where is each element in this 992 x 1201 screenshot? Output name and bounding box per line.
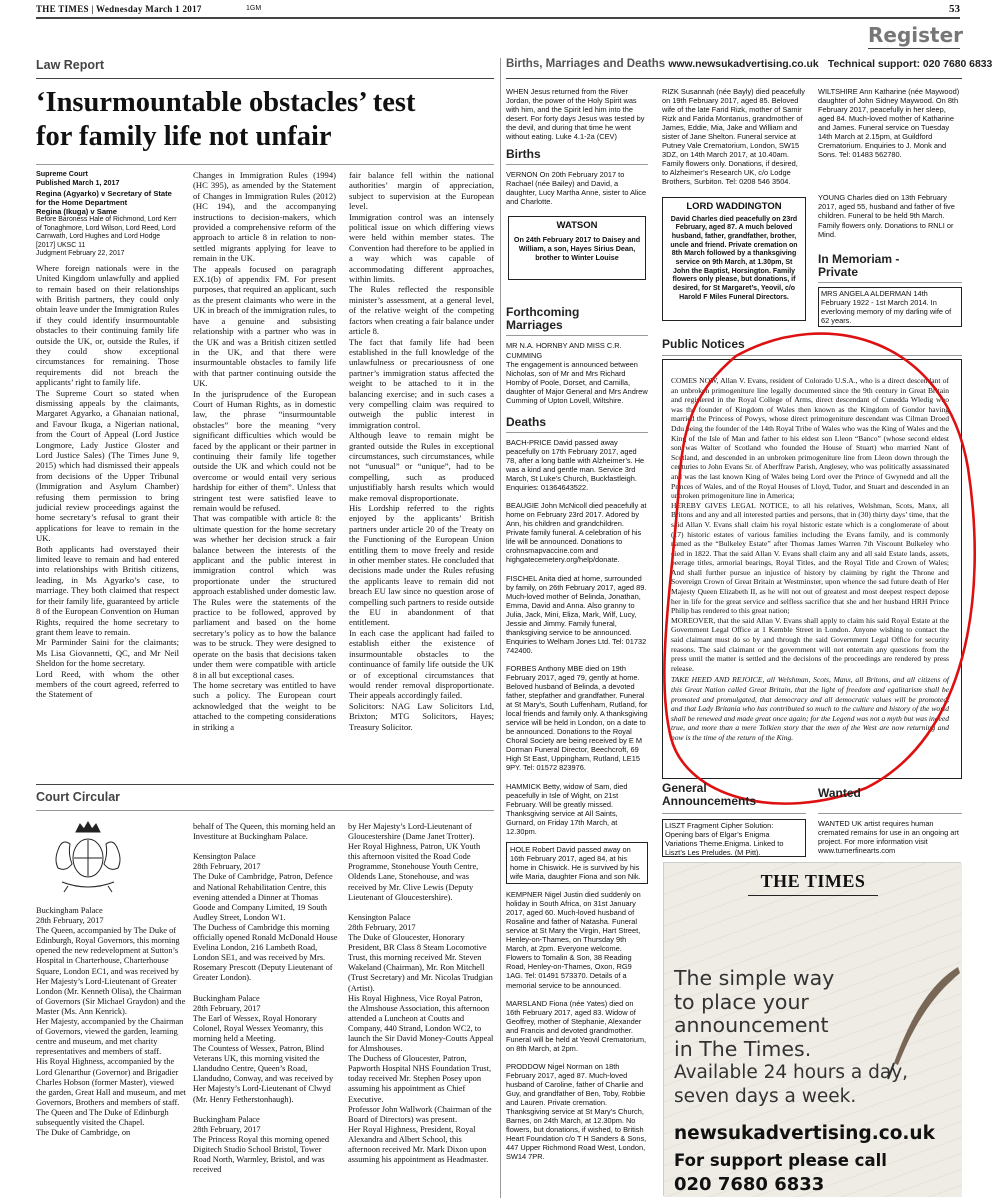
when-verse: WHEN Jesus returned from the River Jordan, the power of the Holy Spirit was with him, and the Spirit led him into the desert. For forty days Jesus was tested by the devil, and during that time he went without eating. Luke 4.1-2a (CEV) [506, 87, 645, 142]
headline-line1: ‘Insurmountable obstacles’ test [36, 87, 416, 118]
bmd-support: Technical support: 020 7680 6833 [827, 59, 992, 70]
liszt-notice: LISZT Fragment Cipher Solution: Opening bars of Elgar’s Enigma Variations Theme.Enigma. Linked to Liszt’s Les Preludes. (M Pitt). [662, 819, 806, 857]
page-number: 53 [949, 3, 960, 15]
watson-box [508, 216, 646, 280]
waddington-box [662, 197, 806, 321]
bmd-label: Births, Marriages and Deaths [506, 58, 666, 70]
red-circle-annotation [616, 318, 980, 813]
case-parties: Regina (Agyarko) v Secretary of State for the Home Department Regina (Ikuga) v Same [36, 188, 172, 216]
watson-text: On 24th February 2017 to Daisey and William, a son, Hayes Sirius Dean, brother to Winter Louise [513, 235, 641, 263]
court-meta: Supreme Court Published March 1, 2017 [36, 169, 120, 187]
ad-line-2: to place your [674, 989, 809, 1014]
public-notices-heading: Public Notices [662, 337, 745, 351]
forthcoming-heading: Forthcoming Marriages [506, 305, 580, 333]
ad-line-3: announcement [674, 1013, 829, 1038]
ad-slogan [674, 967, 954, 1109]
young-notice: YOUNG Charles died on 13th February 2017, aged 55, husband and father of five children. Funeral to be held 9th March. Family flowers only. Donations to RNLI or Mind. [818, 193, 955, 239]
page-folio: THE TIMES | Wednesday March 1 2017 [36, 4, 202, 14]
notice-italic: TAKE HEED AND REJOICE, all Welshman, Scots, Manx, all Britons, and all citizens of this Great Nation called Great Britain, that the light of freedom and egalitarism shall be promoted and promulgated, that democracy and all democratic values will be promoted, and that Lady Britania who has contributed so much to the culture and history of the world shall be renewed and made great once again; for the Legend was not a myth but was indeed true, and more than a mere Tolkien story that the men of the West are now returning and now is the time of the return of the King. [671, 675, 950, 742]
royal-crest [38, 820, 138, 898]
hornby-notice: MR N.A. HORNBY AND MISS C.R. CUMMING The engagement is announced between Nicholas, son of Mr and Mrs Richard Hornby of Poole, Dorset, and Camilla, daughter of Major General and Mrs Andrew Cumming of Upton Lovell, Wiltshire. [506, 341, 648, 405]
deaths-heading: Deaths [506, 414, 547, 429]
waddington-text: David Charles died peacefully on 23rd February, aged 87. A much beloved husband, father, grandfather, brother, uncle and friend. Private cremation on 8th March followed by a thanksgiving service on 9th March, at 1.30pm, St John the Baptist, Horsington. Family flowers only please, but donations, if desired, for St Margaret’s, Yeovil, c/o Harold F Miles Funeral Directors. [670, 215, 798, 301]
bmd-site-link[interactable]: www.newsukadvertising.co.uk [668, 59, 819, 70]
ad-brand: THE TIMES [760, 871, 866, 891]
law-col-1 [36, 170, 179, 785]
deaths-list: BACH-PRICE David passed away peacefully on 17th February 2017, aged 78, after a long battle with Alzheimer’s. He was a kind and gentle man. Service 3rd March, St Luke’s Church, Buckfastleigh. Enquiries: 01364643522. BEAUGIE John McNicoll died peacefully at home on February 23rd 2017. Adored by Ann, his children and grandchildren. Private family funeral. A celebration of his life will be announced. Donations to crohnsmapvaccine.com and highgatecemetery.org/help/donate. FISCHEL Anita died at home, surrounded by family, on 26th February 2017, aged 89. Much-loved mother of Belinda, Jonathan, Emma, David and Anna. Also granny to Julia, Jack, Mini, Eliza, Mark, Wilf, Lucy, Jessie and Jimmy. Family funeral, thanksgiving service to be announced. Enquiries to Welham Jones Ltd. Tel: 01732 742400. FORBES Anthony MBE died on 19th February 2017, aged 79, gently at home. Beloved husband of Belinda, a devoted father, stepfather and grandfather. Funeral at St Mary’s, South Luffenham, Rutland, for local friends and family only. A thanksgiving service will be held in London, on a date to be announced. Donations to the Royal Choral Society are being received by E M Dorman Funeral Director, Beechcroft, 69 High St East, Uppingham, Rutland, LE15 9PY. Tel: 01572 823976. HAMMICK Betty, widow of Sam, died peacefully in Isle of Wight, on 21st February. Will be greatly missed. Thanksgiving service at All Saints, Gurnard, on Friday 17th March, at 12.30pm. [506, 437, 648, 836]
ad-url-link[interactable]: newsukadvertising.co.uk [674, 1123, 935, 1144]
ad-line-6: seven days a week. [674, 1085, 857, 1107]
law-report-label: Law Report [36, 58, 105, 72]
case-judges: Before Baroness Hale of Richmond, Lord Kerr of Tonaghmore, Lord Wilson, Lord Reed, Lord Carnwath, Lord Hughes and Lord Hodge [2017] UKSC 11 Judgment February 22, 2017 [36, 216, 177, 258]
rizk-notice: RIZK Susannah (née Bayly) died peacefully on 19th February 2017, aged 85. Beloved wife of the late Farid Rizk, mother of Samir Rizk and Farida Montanus, grandmother of James, Eddie, Mia, Jake and William and sister of Jane Shelton. Funeral service at Putney Vale Crematorium, London, SW15 3DZ, on 14th March 2017, at 10.40am. Family flowers only. Donations, if desired, to Alzheimer’s Research UK, c/o Lodge Brothers, Surbiton. Tel: 0208 546 3504. [662, 87, 805, 187]
general-heading: General Announcements [662, 781, 757, 808]
alderman-notice: MRS ANGELA ALDERMAN 14th February 1922 - 1st March 2014. In everloving memory of my darling wife of 62 years. [818, 287, 962, 327]
law-text-1: Where foreign nationals were in the United Kingdom unlawfully and applied to remain based on their relationships with British partners, they could only obtain leave under the Immigration Rules if they could identify insurmountable obstacles to their continuing family life outside the UK, or, outside the Rules, if they could show exceptional circumstances for remaining. Those requirements did not breach the applicants’ right to family life. The Supreme Court so stated when dismissing appeals by the claimants, Margaret Agyarko, a Ghanaian national, and Favour Ikuga, a Nigerian national, from the Court of Appeal (Lord Justice Longmore, Lady Justice Gloster and Lord Justice Sales) (The Times June 9, 2015) which had dismissed their appeals from decisions of the Upper Tribunal (Immigration and Asylum Chamber) refusing them permission to bring judicial review proceedings against the home secretary’s refusal to grant their applications for leave to remain in the UK. Both applicants had overstayed their limited leave to remain and had entered into relationships with British citizens, leading, in Ms Agyarko’s case, to marriage. They both claimed that respect for their family life, guaranteed by article 8 of the European Convention on Human Rights, required the home secretary to grant them leave to remain. Mr Parminder Saini for the claimants; Ms Lisa Giovannetti, QC, and Mr Neil Sheldon for the home secretary. Lord Reed, with whom the other members of the court agreed, referred to the Statement of [36, 262, 179, 700]
wiltshire-notice: WILTSHIRE Ann Katharine (née Maywood) daughter of John Sidney Maywood. On 8th February 2017, peacefully in her sleep, aged 84. Much-loved mother of Katharine and James. Funeral service on Tuesday 14th March at 2.15pm, at Guildford Crematorium. Enquiries to J. Monk and Sons. Tel: 01483 562780. [818, 87, 960, 160]
court-col-1: Buckingham Palace 28th February, 2017 The Queen, accompanied by The Duke of Edinburgh, Royal Governors, this morning opened the new redevelopment at Sutton’s Hospital in Charterhouse, Charterhouse Square, London EC1, and was received by Her Majesty’s Lord-Lieutenant of Greater London (Mr. Kenneth Olisa), the Chairman of Governors (Sir Michael Graydon) and the Master (Ms. Ann Kenrick). Her Majesty, accompanied by the Chairman of Governors, viewed the garden, learning centre and museum, and met charity representatives and members of staff. His Royal Highness, accompanied by the Lord Glenarthur (Governor) and Brigadier Charles Hobson (former Master), viewed the garden, Great Hall and museum, and met Governors, Brothers and members of staff. The Queen and The Duke of Edinburgh subsequently visited the Chapel. The Duke of Cambridge, on [36, 906, 187, 1138]
section-title: Register [868, 23, 964, 47]
headline [36, 86, 496, 156]
court-circular-label: Court Circular [36, 790, 121, 804]
ad-line-1: The simple way [674, 966, 835, 990]
wanted-heading: Wanted [818, 786, 861, 800]
ad-phone: 020 7680 6833 [674, 1174, 825, 1195]
ad-line-5: Available 24 hours a day, [674, 1062, 909, 1084]
watson-name: WATSON [556, 220, 598, 232]
births-heading: Births [506, 147, 541, 162]
waddington-name: LORD WADDINGTON [686, 200, 782, 212]
law-col-2: Changes in Immigration Rules (1994) (HC 395), as amended by the Statement of Changes in Immigration Rules (2012) (HC 194), and the accompanying instructions to decision-makers, which provided a comprehensive reform of the approach to article 8 in relation to non-settled migrants applying for leave to remain in the UK. The appeals focused on paragraph EX.1(b) of appendix FM. For present purposes, that required an applicant, such as the present claimants who were in the UK in breach of the immigration rules, to have a genuine and subsisting relationship with a partner who was in the UK and was a British citizen settled in the UK, and that there were insurmountable obstacles to family life with that partner continuing outside the UK. In the jurisprudence of the European Court of Human Rights, as in domestic law, the phrase “insurmountable obstacles” bore the meaning “very significant difficulties which would be faced by the applicant or their partner in continuing their family life together outside the UK and which could not be overcome or would entail very serious hardship for either of them”. Unless that stringent test were satisfied leave to remain would be refused. That was compatible with article 8: the ultimate question for the home secretary was whether her decision struck a fair balance between the interests of the applicant and the public interest in immigration control which was proportionate under the structured approach established under domestic law. The Rules were the statements of the practice to be followed, approved by parliament and based on the home secretary’s policy as to how the balance was to be struck. They were designed to operate on the basis that decisions taken under them were compatible with article 8 in all but exceptional cases. The home secretary was entitled to have such a policy. The European court acknowledged that the weight to be attached to the competing considerations in striking a [193, 170, 336, 732]
ad-line-4: in The Times. [674, 1036, 812, 1061]
times-advert [663, 862, 961, 1196]
wanted-notice: WANTED UK artist requires human cremated remains for use in an ongoing art project. For more information visit www.turnerfinearts.com [818, 819, 959, 856]
court-col-2: behalf of The Queen, this morning held an Investiture at Buckingham Palace. Kensington Palace 28th February, 2017 The Duke of Cambridge, Patron, Defence and National Rehabilitation Centre, this evening attended a Dinner at Thomas Goode and Company Limited, 19 South Audley Street, London W1. The Duchess of Cambridge this morning officially opened Ronald McDonald House Evelina London, 216 Lambeth Road, London SE1, and was received by Mrs. Rosemary Prescott (Deputy Lieutenant of Greater London). Buckingham Palace 28th February, 2017 The Earl of Wessex, Royal Honorary Colonel, Royal Wessex Yeomanry, this morning held a Meeting. The Countess of Wessex, Patron, Blind Veterans UK, this morning visited the Llandudno Centre, Queen’s Road, Llandudno, Conway, and was received by Her Majesty’s Lord-Lieutenant of Clwyd (Mr. Henry Fetherstonhaugh). Buckingham Palace 28th February, 2017 The Princess Royal this morning opened Digitech Studio School Bristol, Tower Road North, Warmley, Bristol, and was received [193, 822, 338, 1175]
vernon-notice: VERNON On 20th February 2017 to Rachael (née Bailey) and David, a daughter, Lucy Martha Anne, sister to Alice and Charlotte. [506, 170, 647, 207]
court-col-3: by Her Majesty’s Lord-Lieutenant of Gloucestershire (Dame Janet Trotter). Her Royal Highness, Patron, UK Youth this afternoon visited the Road Code Programme, Stonehouse Youth Centre, Oldends Lane, Stonehouse, and was received by Mr. Clive Lewis (Deputy Lieutenant of Gloucestershire). Kensington Palace 28th February, 2017 The Duke of Gloucester, Honorary President, BR Class 8 Steam Locomotive Trust, this morning received Mr. Steven Wakeland (Chairman), Mr. Ron Mitchell (Trust Secretary) and Mr. Nicolas Trudgian (Artist). His Royal Highness, Vice Royal Patron, the Almshouse Association, this afternoon attended a Luncheon at Coutts and Company, 440 Strand, London WC2, to launch the Sir David Money-Coutts Appeal for Almshouses. The Duchess of Gloucester, Patron, Papworth Hospital NHS Foundation Trust, today received Mr. Stephen Posey upon assuming his appointment as Chief Executive. Professor John Wallwork (Chairman of the Board of Directors) was present. Her Royal Highness, President, Royal Alexandra and Albert School, this afternoon received Mr. Mark Dixon upon assuming his appointment as Headmaster. [348, 822, 494, 1165]
law-col-3: fair balance fell within the national authorities’ margin of appreciation, subject to supervision at the European level. Immigration control was an intensely political issue on which differing views were held within member states. The Convention had therefore to be applied in a way which was capable of accommodating different approaches, within limits. The Rules reflected the responsible minister’s assessment, at a general level, of the relative weight of the competing factors when creating a fair balance under article 8. The fact that family life had been established in the full knowledge of the unlawfulness or precariousness of one partner’s immigration status affected the weight to be attached to it in the balancing exercise; and in such cases a very compelling claim was required to outweigh the public interest in immigration control. Although leave to remain might be granted outside the Rules in exceptional circumstances, such circumstances, while not “unusual” or “unique”, had to be compelling, such as produced unjustifiably harsh results which would make removal disproportionate. His Lordship referred to the rights enjoyed by the applicants’ British partners under article 20 of the Treaty on the Functioning of the European Union entitling them to move freely and reside in other member states. He concluded that decisions made under the Rules refusing the applicants leave to remain did not breach EU law since no question arose of compelling such partners to reside outside the EU in abandonment of that entitlement. In each case the applicant had failed to establish either the existence of insurmountable obstacles to the continuance of family life outside the UK or of exceptional circumstances that would render removal disproportionate. Their appeals accordingly failed. Solicitors: NAG Law Solicitors Ltd, Brixton; MTG Solicitors, Hayes; Treasury Solicitor. [349, 170, 494, 732]
notice-text: COMES NOW, Allan V. Evans, resident of Colorado U.S.A., who is a direct descendant of an unbroken primogeniture line legally documented since the 9th century in Great Britain and registered in the Royal College of Arms, direct descendant of Cunedda Wledig who was the founder of Kingdom of Wales then known as the Kingdom of Gondor having married the Princess of Powys, whose direct primogeniture descendant was Cilman Droed Ddu being the founder of the 14th Royal Tribe of Wales who was the King of Wales and the King of the Isle of Man and father to his eldest son Lleon “Banco” (whose second eldest son was Walter of Scotland who founded the House of Stuart) who married Nant of Scotland, and descended in an unbroken primogeniture line from Lleon down through the centuries to John Evans Sr. of Aberffraw Parish, Anglesey, who was politically assassinated and was the last known King of Wales being Lord over the Prince of Gwynedd and all the Princes of Wales, and of the Royal Houses of Lloyd, Tudor, and Stuart and descended in an unbroken primogeniture line in America; HEREBY GIVES LEGAL NOTICE, to all his relatives, Welshman, Scots, Manx, all Britons and any and all interested parties and persons, that in (30) thirty days’ time, that the said Allan V. Evans shall claim his royal historic estate which is a conglomerate of about (17) historic estates of various families including the Evans family, and is commonly named as the “Bulkeley Estate” after Thomas James Warren 7th Viscount Bulkeley who died in 1822. That the said Allan V. Evans shall claim any and all said Estate lands, assets, peerage titles, armorial bearings, Royal Titles, and the Royal Title and Crown of Wales; And shall further pursue an injustice of history by claiming by right the Throne and Sovereign Crown of Great Britain at Westminster, upon whence the sad future death of Her Majesty Queen Elizabeth II, as he will not out of greatest and most deepest respect depose her in life for the great service and selfless sacrifice that she and her husband HRH Prince Philip has rendered to this great nation; MOREOVER, that the said Allan V. Evans shall apply to claim his said Royal Estate at the Government Legal Office at 1 Kemble Street in London. Anyone wishing to contact the said claimant must do so by and through the said Government Legal Office for security reasons. The said claimant or the government will not entertain any questions from the press until the matter is settled and the decisions of the proceedings are rendered by press release. [671, 376, 949, 673]
deaths-list-2: KEMPNER Nigel Justin died suddenly on holiday in South Africa, on 31st January 2017, aged 60. Much-loved husband of Rosaline and father of Natasha. Funeral service at St Mary the Virgin, Hart Street, Henley-on-Thames, on Thursday 9th March, at 2pm. Everyone welcome. Flowers to Tomalin & Son, 38 Reading Road, Henley-on-Thames, Oxon, RG9 1AG. Tel: 01491 573370. Details of a memorial service to be announced. MARSLAND Fiona (née Yates) died on 16th February 2017, aged 83. Widow of Geoffrey, mother of Stephanie, Alexander and Francis and devoted grandmother. Funeral will be held at Yeovil Crematorium, on 8th March, at 2pm. PRODDOW Nigel Norman on 18th February 2017, aged 87. Much-loved husband of Caroline, father of Charlie and Guy, and grandfather of Ben, Toby, Robbie and Lauren. Private cremation. Thanksgiving service at St Mary’s Church, Barnes, on 24th March, at 12.30pm. No flowers, but donations, if wished, to British Heart Foundation c/o T H Sanders & Sons, 447 Upper Richmond Road West, London, SW14 7PR. [506, 890, 647, 1162]
memoriam-heading: In Memoriam - Private [818, 251, 900, 279]
ad-support: For support please call [674, 1151, 887, 1170]
headline-line2: for family life not unfair [36, 121, 332, 152]
bmd-col-2 [662, 87, 806, 327]
edition-code: 1GM [246, 5, 262, 12]
hole-notice: HOLE Robert David passed away on 16th February 2017, aged 84, at his home in Chiswick. He is survived by his wife Maria, daughter Fiona and son Nik. [506, 842, 648, 884]
bmd-header [506, 58, 992, 74]
